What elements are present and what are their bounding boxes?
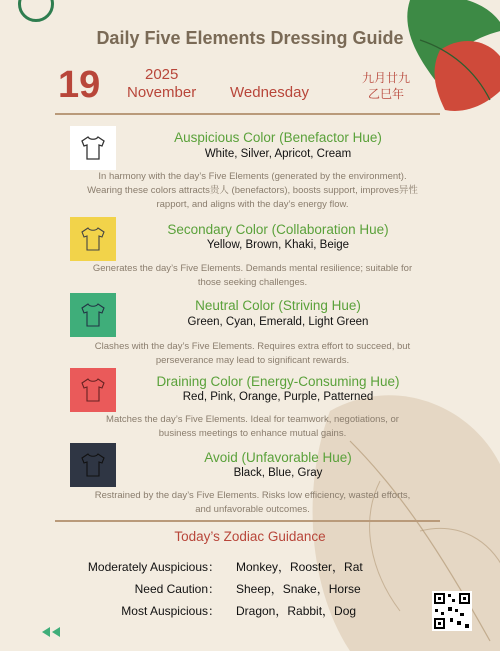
hue-title: Avoid (Unfavorable Hue) <box>204 450 352 465</box>
lunar-month-day: 九月廿九 <box>362 71 411 85</box>
hue-description <box>60 262 445 290</box>
description-line: Restrained by the day’s Five Elements. Risks low efficiency, wasted efforts, <box>94 490 411 501</box>
lunar-date <box>362 70 410 102</box>
qr-code <box>432 591 472 631</box>
hue-title: Neutral Color (Striving Hue) <box>195 298 361 313</box>
hue-colors: Green, Cyan, Emerald, Light Green <box>187 316 369 328</box>
description-line: those seeking challenges. <box>197 277 308 288</box>
zodiac-value: Sheep，Snake，Horse <box>236 582 361 596</box>
date-month: November <box>127 84 197 101</box>
description-line: Clashes with the day’s Five Elements. Requires extra effort to succeed, but <box>94 341 411 352</box>
hue-colors: Yellow, Brown, Khaki, Beige <box>206 239 350 251</box>
divider <box>55 520 440 522</box>
hue-title: Auspicious Color (Benefactor Hue) <box>174 130 382 145</box>
description-line: Generates the day’s Five Elements. Demands mental resilience; suitable for <box>92 263 413 274</box>
hue-colors: Black, Blue, Gray <box>233 467 323 479</box>
zodiac-value: Dragon，Rabbit，Dog <box>236 604 357 618</box>
tshirt-icon <box>70 126 116 170</box>
hue-title: Draining Color (Energy-Consuming Hue) <box>156 374 400 389</box>
date-day: 19 <box>58 64 101 106</box>
tshirt-icon <box>70 217 116 261</box>
zodiac-title: Today’s Zodiac Guidance <box>174 529 326 544</box>
hue-description <box>60 170 445 212</box>
leaf-decoration-icon <box>380 0 500 130</box>
tshirt-icon <box>70 368 116 412</box>
description-line: and unfavorable outcomes. <box>195 504 310 515</box>
logo-icon <box>18 0 54 22</box>
description-line: Matches the day’s Five Elements. Ideal for teamwork, negotiations, or <box>106 414 399 425</box>
divider <box>55 113 440 115</box>
zodiac-label: Most Auspicious： <box>121 604 220 618</box>
tshirt-icon <box>70 443 116 487</box>
date-weekday: Wednesday <box>230 84 309 101</box>
zodiac-label: Need Caution： <box>134 582 220 596</box>
zodiac-label: Moderately Auspicious： <box>87 560 220 574</box>
description-line: perseverance may lead to significant rewards. <box>155 355 350 366</box>
hue-title: Secondary Color (Collaboration Hue) <box>167 222 389 237</box>
hue-description <box>60 413 445 441</box>
page-title: Daily Five Elements Dressing Guide <box>96 28 404 48</box>
hue-description <box>60 340 445 368</box>
description-line: In harmony with the day’s Five Elements (generated by the environment). <box>98 171 407 182</box>
tshirt-icon <box>70 293 116 337</box>
description-line: business meetings to enhance mutual gains. <box>158 428 347 439</box>
hue-colors: Red, Pink, Orange, Purple, Patterned <box>182 391 374 403</box>
leaf-decoration-icon <box>40 625 70 639</box>
description-line: rapport, and aligns with the day’s energy flow. <box>156 199 349 210</box>
description-line: Wearing these colors attracts贵人 (benefactors), boosts support, improves异性 <box>87 185 418 196</box>
lunar-year: 乙巳年 <box>368 87 405 101</box>
hue-description <box>60 489 445 517</box>
hue-colors: White, Silver, Apricot, Cream <box>204 148 352 160</box>
date-year: 2025 <box>145 66 179 83</box>
zodiac-value: Monkey，Rooster，Rat <box>236 560 363 574</box>
